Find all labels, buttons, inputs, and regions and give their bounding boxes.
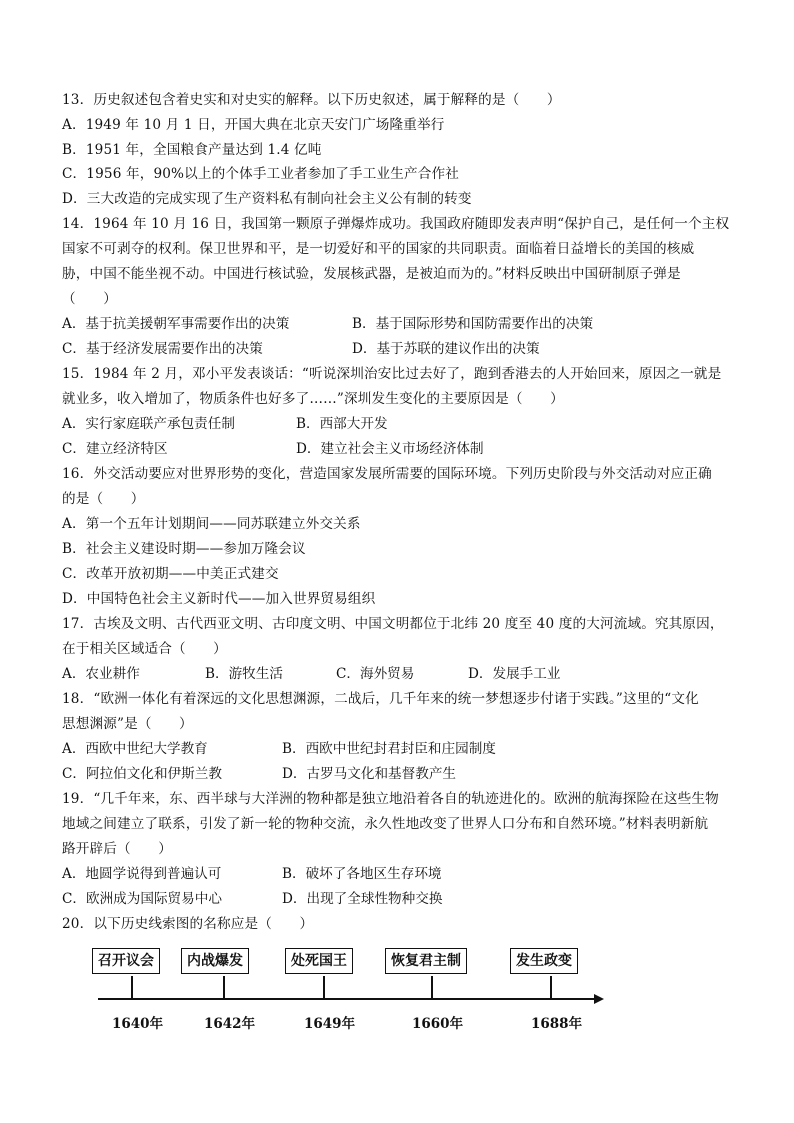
q16-option-b: B．社会主义建设时期——参加万隆会议 xyxy=(62,541,306,557)
q18-option-b: B．西欧中世纪封君封臣和庄园制度 xyxy=(282,741,496,757)
q15-option-b: B．西部大开发 xyxy=(296,416,388,432)
q18-stem-line-1: 18．“欧洲一体化有着深远的文化思想渊源，二战后，几千年来的统一梦想逐步付诸于实践。”这里的“文化 xyxy=(62,691,699,707)
q13-option-c: C．1956 年，90%以上的个体手工业者参加了手工业生产合作社 xyxy=(62,166,459,182)
timeline-tick-4 xyxy=(431,976,433,998)
q18-option-a: A．西欧中世纪大学教育 xyxy=(62,741,208,757)
q15-option-a: A．实行家庭联产承包责任制 xyxy=(62,416,235,432)
q13-option-b: B．1951 年，全国粮食产量达到 1.4 亿吨 xyxy=(62,142,322,158)
q18-stem-line-2: 思想渊源”是（ ） xyxy=(62,716,193,732)
timeline-year-2: 1642年 xyxy=(204,1016,256,1032)
q16-option-a: A．第一个五年计划期间——同苏联建立外交关系 xyxy=(62,516,361,532)
timeline-event-3: 处死国王 xyxy=(285,948,353,974)
q14-option-a: A．基于抗美援朝军事需要作出的决策 xyxy=(62,316,290,332)
q16-stem-line-2: 的是（ ） xyxy=(62,491,145,507)
q17-option-d: D．发展手工业 xyxy=(468,666,561,682)
timeline-event-4: 恢复君主制 xyxy=(385,948,467,974)
q19-option-d: D．出现了全球性物种交换 xyxy=(282,891,443,907)
q20-stem: 20．以下历史线索图的名称应是（ ） xyxy=(62,916,314,932)
timeline-year-1: 1640年 xyxy=(112,1016,164,1032)
q14-stem-line-1: 14．1964 年 10 月 16 日，我国第一颗原子弹爆炸成功。我国政府随即发表声明“保护自己，是任何一个主权 xyxy=(62,216,730,232)
timeline-tick-1 xyxy=(131,976,133,998)
q14-stem-line-4: （ ） xyxy=(62,291,117,307)
q19-stem-line-3: 路开辟后（ ） xyxy=(62,841,172,857)
q19-option-b: B．破坏了各地区生存环境 xyxy=(282,866,442,882)
q17-stem-line-1: 17．古埃及文明、古代西亚文明、古印度文明、中国文明都位于北纬 20 度至 40 度的大河流域。究其原因， xyxy=(62,616,724,632)
timeline-tick-2 xyxy=(223,976,225,998)
q17-stem-line-2: 在于相关区域适合（ ） xyxy=(62,641,227,657)
q15-option-d: D．建立社会主义市场经济体制 xyxy=(296,441,484,457)
timeline-year-3: 1649年 xyxy=(304,1016,356,1032)
q14-stem-line-3: 胁，中国不能坐视不动。中国进行核试验，发展核武器，是被迫而为的。”材料反映出中国研制原子弹是 xyxy=(62,266,681,282)
q15-stem-line-2: 就业多，收入增加了，物质条件也好多了……”深圳发生变化的主要原因是（ ） xyxy=(62,391,564,407)
timeline-event-2: 内战爆发 xyxy=(181,948,249,974)
q18-option-c: C．阿拉伯文化和伊斯兰教 xyxy=(62,766,222,782)
timeline-year-4: 1660年 xyxy=(412,1016,464,1032)
q13-option-a: A．1949 年 10 月 1 日，开国大典在北京天安门广场隆重举行 xyxy=(62,117,445,133)
q14-option-b: B．基于国际形势和国防需要作出的决策 xyxy=(352,316,594,332)
q13-option-d: D．三大改造的完成实现了生产资料私有制向社会主义公有制的转变 xyxy=(62,191,472,207)
q17-option-a: A．农业耕作 xyxy=(62,666,140,682)
q14-stem-line-2: 国家不可剥夺的权利。保卫世界和平，是一切爱好和平的国家的共同职责。面临着日益增长的美国的核威 xyxy=(62,241,695,257)
q17-option-b: B．游牧生活 xyxy=(205,666,283,682)
timeline-year-5: 1688年 xyxy=(531,1016,583,1032)
timeline-axis xyxy=(98,998,598,1000)
q14-option-c: C．基于经济发展需要作出的决策 xyxy=(62,341,263,357)
q19-stem-line-2: 地域之间建立了联系，引发了新一轮的物种交流，永久性地改变了世界人口分布和自然环境。”材料表明新航 xyxy=(62,816,709,832)
timeline-tick-3 xyxy=(323,976,325,998)
timeline-event-1: 召开议会 xyxy=(92,948,160,974)
q16-option-c: C．改革开放初期——中美正式建交 xyxy=(62,566,279,582)
timeline-tick-5 xyxy=(550,976,552,998)
history-timeline-figure xyxy=(90,940,610,1040)
timeline-arrowhead xyxy=(594,994,604,1004)
q18-option-d: D．古罗马文化和基督教产生 xyxy=(282,766,457,782)
q16-stem-line-1: 16．外交活动要应对世界形势的变化，营造国家发展所需要的国际环境。下列历史阶段与外交活动对应正确 xyxy=(62,466,712,482)
q19-option-a: A．地圆学说得到普遍认可 xyxy=(62,866,222,882)
q15-option-c: C．建立经济特区 xyxy=(62,441,168,457)
q19-stem-line-1: 19．“几千年来，东、西半球与大洋洲的物种都是独立地沿着各自的轨迹进化的。欧洲的航海探险在这些生物 xyxy=(62,791,719,807)
q13-stem: 13．历史叙述包含着史实和对史实的解释。以下历史叙述，属于解释的是（ ） xyxy=(62,92,561,108)
q19-option-c: C．欧洲成为国际贸易中心 xyxy=(62,891,222,907)
timeline-event-5: 发生政变 xyxy=(510,948,578,974)
q17-option-c: C．海外贸易 xyxy=(336,666,415,682)
q15-stem-line-1: 15．1984 年 2 月，邓小平发表谈话：“听说深圳治安比过去好了，跑到香港去的人开始回来，原因之一就是 xyxy=(62,366,722,382)
q14-option-d: D．基于苏联的建议作出的决策 xyxy=(352,341,540,357)
q16-option-d: D．中国特色社会主义新时代——加入世界贸易组织 xyxy=(62,591,376,607)
